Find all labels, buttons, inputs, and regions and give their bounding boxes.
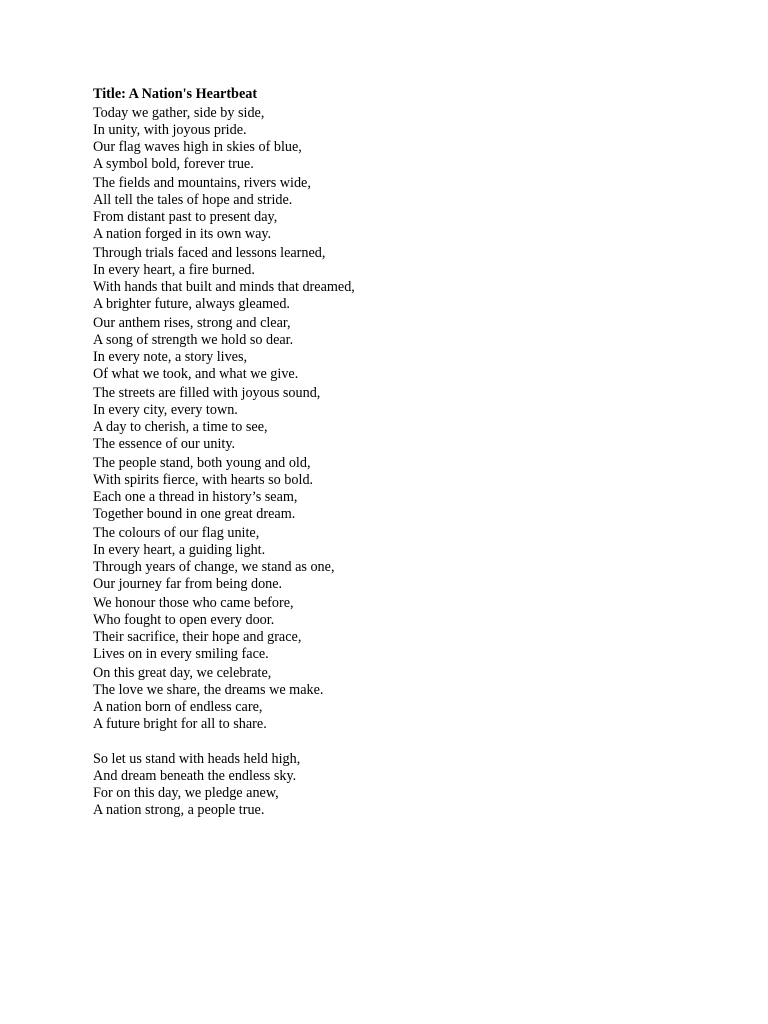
poem-line: Lives on in every smiling face.: [93, 646, 269, 662]
poem-line: Through trials faced and lessons learned,: [93, 245, 326, 261]
poem-line: Together bound in one great dream.: [93, 506, 296, 522]
poem-line: In every heart, a fire burned.: [93, 262, 255, 278]
poem-line: For on this day, we pledge anew,: [93, 785, 279, 801]
poem-line: A nation strong, a people true.: [93, 802, 265, 818]
poem-line: Through years of change, we stand as one,: [93, 559, 335, 575]
poem-line: Our anthem rises, strong and clear,: [93, 315, 291, 331]
poem-line: A symbol bold, forever true.: [93, 156, 254, 172]
stanza-4: [93, 315, 393, 383]
poem-line: The essence of our unity.: [93, 436, 236, 452]
poem-line: The colours of our flag unite,: [93, 525, 260, 541]
poem-line: Each one a thread in history’s seam,: [93, 489, 298, 505]
poem-line: A nation born of endless care,: [93, 699, 263, 715]
poem-line: In every heart, a guiding light.: [93, 542, 266, 558]
stanza-7: [93, 525, 393, 593]
poem-line: All tell the tales of hope and stride.: [93, 192, 293, 208]
poem-line: In unity, with joyous pride.: [93, 122, 247, 138]
poem-line: With hands that built and minds that dreamed,: [93, 279, 355, 295]
poem-line: Our journey far from being done.: [93, 576, 283, 592]
poem-body: [93, 86, 393, 821]
poem-line: In every city, every town.: [93, 402, 238, 418]
stanza-2: [93, 175, 393, 243]
poem-line: The love we share, the dreams we make.: [93, 682, 324, 698]
poem-line: From distant past to present day,: [93, 209, 278, 225]
poem-line: And dream beneath the endless sky.: [93, 768, 297, 784]
poem-line: On this great day, we celebrate,: [93, 665, 272, 681]
stanza-5: [93, 385, 393, 453]
poem-line: Of what we took, and what we give.: [93, 366, 299, 382]
stanza-6: [93, 455, 393, 523]
poem-line: The fields and mountains, rivers wide,: [93, 175, 311, 191]
poem-line: Who fought to open every door.: [93, 612, 275, 628]
poem-line: Today we gather, side by side,: [93, 105, 265, 121]
poem-line: A day to cherish, a time to see,: [93, 419, 268, 435]
poem-line: With spirits fierce, with hearts so bold.: [93, 472, 314, 488]
poem-line: In every note, a story lives,: [93, 349, 248, 365]
stanza-10: [93, 751, 393, 819]
poem-line: The people stand, both young and old,: [93, 455, 311, 471]
poem-line: So let us stand with heads held high,: [93, 751, 301, 767]
poem-line: Their sacrifice, their hope and grace,: [93, 629, 302, 645]
poem-line: The streets are filled with joyous sound,: [93, 385, 321, 401]
stanza-1: [93, 105, 393, 173]
stanza-8: [93, 595, 393, 663]
poem-line: Our flag waves high in skies of blue,: [93, 139, 302, 155]
stanza-9: [93, 665, 393, 733]
poem-line: A future bright for all to share.: [93, 716, 267, 732]
poem-line: We honour those who came before,: [93, 595, 294, 611]
poem-line: A nation forged in its own way.: [93, 226, 272, 242]
poem-line: A brighter future, always gleamed.: [93, 296, 290, 312]
stanza-3: [93, 245, 393, 313]
poem-line: A song of strength we hold so dear.: [93, 332, 294, 348]
poem-title: Title: A Nation's Heartbeat: [93, 86, 258, 102]
